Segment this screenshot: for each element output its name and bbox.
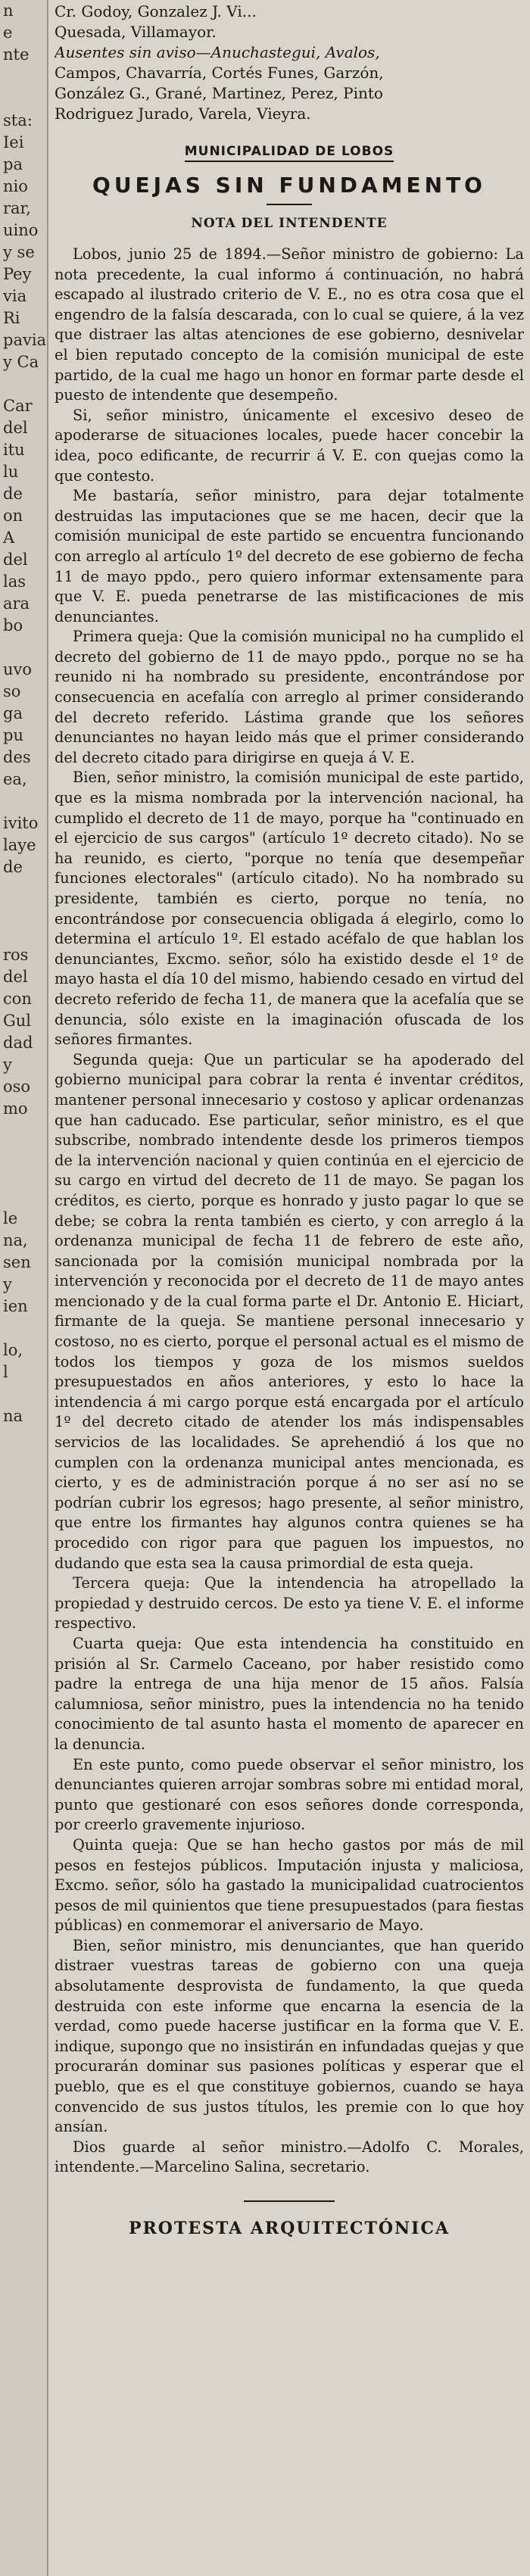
left-fragment-text: y se bbox=[3, 243, 35, 261]
left-fragment-text bbox=[0, 1581, 47, 1603]
left-fragment-text bbox=[0, 1493, 47, 1515]
left-fragment-text bbox=[0, 2306, 47, 2328]
left-fragment-text bbox=[0, 2350, 47, 2372]
left-fragment-text bbox=[0, 1647, 47, 1669]
left-fragment-text bbox=[0, 1998, 47, 2020]
article-paragraph: En este punto, como puede observar el señor ministro, los denunciantes quieren arrojar sombras sobre mi entidad moral, punto que gestionaré con esos señores donde corresponda, por creerlo gravemente injurioso. bbox=[55, 1755, 524, 1834]
attendance-line: Rodriguez Jurado, Varela, Vieyra. bbox=[55, 104, 311, 123]
left-fragment-text bbox=[0, 1801, 47, 1823]
left-fragment-text bbox=[0, 2020, 47, 2042]
left-fragment-text: des bbox=[3, 748, 31, 766]
attendance-line: Cr. Godoy, Gonzalez J. Vi... bbox=[55, 2, 257, 20]
title-divider bbox=[267, 204, 312, 205]
left-fragment-text bbox=[0, 1713, 47, 1735]
left-fragment-text bbox=[0, 1120, 47, 1142]
left-fragment-text bbox=[0, 2042, 47, 2064]
left-fragment-text bbox=[0, 1910, 47, 1932]
left-fragment-text: lo, bbox=[3, 1341, 23, 1359]
left-fragment-text: l bbox=[3, 1363, 8, 1381]
left-fragment-text: Ri bbox=[3, 309, 20, 327]
article-title: QUEJAS SIN FUNDAMENTO bbox=[92, 173, 486, 198]
left-fragment-text: del bbox=[3, 968, 28, 986]
left-fragment-text bbox=[0, 1515, 47, 1537]
left-fragment-text bbox=[0, 1471, 47, 1493]
left-fragment-text bbox=[0, 2218, 47, 2240]
article-paragraph: Bien, señor ministro, la comisión municipal de este partido, que es la misma nombrada por la intervención nacional, ha cumplido el decreto de 11 de mayo, porque ha "continuado en el ejercicio de sus cargos" (artículo 1º decreto citado). No se ha reunido, es cierto, "porque no tenía que desempeñar funciones electorales" (artículo citado). No ha nombrado su presidente, también es cierto, porque no tenía, no encontrándose por consecuencia obligada á elegirlo, como lo determina el artículo 1º. El estado acéfalo de que hablan los denunciantes, Excmo. señor, sólo ha existido desde el 1º de mayo hasta el día 10 del mismo, habiendo cesado en virtud del decreto referido de fecha 11, de manera que la acefalía que se denuncia, sólo existe en la imaginación ofuscada de los señores firmantes. bbox=[55, 769, 524, 1049]
left-fragment-text: Pey bbox=[3, 265, 32, 283]
left-fragment-text: y Ca bbox=[3, 353, 39, 371]
left-fragment-text bbox=[0, 1932, 47, 1954]
left-fragment-text bbox=[0, 88, 47, 110]
left-fragment-text: dad bbox=[3, 1034, 33, 1052]
left-fragment-text bbox=[0, 1186, 47, 1208]
left-fragment-text: on bbox=[3, 507, 23, 525]
left-fragment-text bbox=[0, 1823, 47, 1845]
left-fragment-text: so bbox=[3, 682, 21, 700]
article-body bbox=[55, 245, 524, 2178]
left-fragment-text bbox=[0, 637, 47, 659]
left-fragment-text bbox=[0, 2086, 47, 2108]
left-fragment-text bbox=[0, 1559, 47, 1581]
article-subtitle: NOTA DEL INTENDENTE bbox=[191, 216, 388, 231]
left-fragment-text: y bbox=[3, 1275, 12, 1293]
left-fragment-text bbox=[0, 900, 47, 922]
left-fragment-text bbox=[0, 2284, 47, 2306]
left-fragment-text bbox=[0, 2415, 47, 2437]
left-fragment-text: uino bbox=[3, 221, 39, 239]
left-fragment-text: ien bbox=[3, 1297, 28, 1315]
left-fragment-text: ea, bbox=[3, 770, 27, 788]
left-fragment-text: itu bbox=[3, 441, 25, 459]
left-fragment-text: Iei bbox=[3, 133, 24, 151]
left-fragment-text: bo bbox=[3, 616, 23, 635]
left-fragment-text bbox=[0, 1669, 47, 1691]
left-fragment-text bbox=[0, 2394, 47, 2415]
left-fragment-text bbox=[0, 2240, 47, 2262]
left-fragment-text bbox=[0, 1603, 47, 1625]
left-fragment-text bbox=[0, 66, 47, 88]
article-paragraph: Me bastaría, señor ministro, para dejar totalmente destruidas las imputaciones que se me hacen, decir que la comisión municipal de este partido se encuentra funcionando con arreglo al artículo 1º del decreto de ese gobierno de fecha 11 de mayo ppdo., pero quiero informar extensamente para que V. E. pueda penetrarse de las mistificaciones de mis denunciantes. bbox=[55, 487, 524, 625]
left-fragment-text: A bbox=[3, 529, 15, 547]
left-fragment-text bbox=[0, 1164, 47, 1186]
left-fragment-text bbox=[0, 1427, 47, 1449]
left-fragment-text bbox=[0, 2108, 47, 2130]
left-fragment-text bbox=[0, 2372, 47, 2394]
left-fragment-text: con bbox=[3, 990, 32, 1008]
left-fragment-text bbox=[0, 1757, 47, 1779]
left-fragment-text: n bbox=[3, 2, 14, 20]
left-fragment-text bbox=[0, 1888, 47, 1910]
attendance-line: Ausentes sin aviso—Anuchastegui, Avalos, bbox=[55, 43, 380, 61]
left-fragment-text bbox=[0, 878, 47, 900]
left-fragment-text: na bbox=[3, 1407, 23, 1425]
left-fragment-text: las bbox=[3, 572, 26, 591]
article-paragraph: Cuarta queja: Que esta intendencia ha constituido en prisión al Sr. Carmelo Caceano, por haber resistido como padre la entrega de una hija menor de 15 años. Falsía calumniosa, señor ministro, pues la intendencia no ha tenido conocimiento de tal asunto hasta el momento de aparecer en la denuncia. bbox=[55, 1634, 524, 1753]
section-heading: MUNICIPALIDAD DE LOBOS bbox=[55, 144, 524, 159]
left-fragment-text: nio bbox=[3, 177, 28, 195]
left-fragment-text: sta: bbox=[3, 111, 33, 129]
left-fragment-text: pa bbox=[3, 155, 23, 173]
attendance-line: Quesada, Villamayor. bbox=[55, 23, 217, 41]
left-fragment-text bbox=[0, 373, 47, 395]
left-fragment-text bbox=[0, 1976, 47, 1998]
left-fragment-text bbox=[0, 2328, 47, 2350]
left-fragment-text bbox=[0, 922, 47, 944]
left-fragment-text: ros bbox=[3, 946, 29, 964]
left-fragment-text bbox=[0, 1845, 47, 1867]
left-fragment-text: nte bbox=[3, 45, 30, 64]
left-fragment-text bbox=[0, 2130, 47, 2152]
left-fragment-text bbox=[0, 1954, 47, 1976]
left-fragment-text: Car bbox=[3, 397, 33, 415]
left-fragment-text: rar, bbox=[3, 199, 31, 217]
left-fragment-text: le bbox=[3, 1209, 18, 1227]
left-fragment-text bbox=[0, 2262, 47, 2284]
signature-paragraph: Dios guarde al señor ministro.—Adolfo C. Morales, intendente.—Marcelino Salina, secretario. bbox=[55, 2138, 524, 2176]
left-fragment-text: via bbox=[3, 287, 27, 305]
article-paragraph: Quinta queja: Que se han hecho gastos por más de mil pesos en festejos públicos. Imputación injusta y maliciosa, Excmo. señor, sólo ha gastado la municipalidad cuatrocientos pesos de mil quinientos que tiene presupuestados (para fiestas públicas) en conmemorar el aniversario de Mayo. bbox=[55, 1835, 524, 1935]
left-fragment-text: pu bbox=[3, 726, 23, 744]
left-fragment-text bbox=[0, 1383, 47, 1405]
left-fragment-text: e bbox=[3, 23, 13, 42]
left-fragment-text: ara bbox=[3, 594, 30, 613]
left-fragment-text bbox=[0, 2196, 47, 2218]
left-fragment-text: mo bbox=[3, 1099, 28, 1118]
left-fragment-text: de bbox=[3, 485, 23, 503]
left-fragment-text bbox=[0, 1318, 47, 1339]
left-fragment-text: lu bbox=[3, 463, 19, 481]
article-paragraph: Bien, señor ministro, mis denunciantes, que han querido distraer vuestras tareas de gobierno con una queja absolutamente desprovista de fundamento, la que queda destruida con este informe que encarna la esencia de la verdad, como puede hacerse justificar en la forma que V. E. indique, supongo que no insistirán en infundadas quejas y que procurarán dominar sus pasiones políticas y esperar que el pueblo, que es el que constituye gobiernos, cuando se haya convencido de sus justos títulos, les premie con lo que hoy ansían. bbox=[55, 1936, 524, 2136]
article-paragraph: Lobos, junio 25 de 1894.—Señor ministro de gobierno: La nota precedente, la cual informo á continuación, no habrá escapado al ilustrado criterio de V. E., no es otra cosa que el engendro de la falsía descarada, con lo cual se quiere, á la vez que distraer las altas atenciones de ese gobierno, desnivelar el bien reputado concepto de la comisión municipal de este partido, de la cual me hago un honor en formar parte desde el puesto de intendente que desempeño. bbox=[55, 245, 524, 404]
left-fragment-text: pavia bbox=[3, 331, 47, 349]
left-fragment-text: de bbox=[3, 858, 23, 876]
left-fragment-text: na, bbox=[3, 1231, 28, 1249]
article-paragraph: Si, señor ministro, únicamente el excesivo deseo de apoderarse de situaciones locales, puede hacer concebir la idea, poco edificante, de recurrir á V. E. con quejas como la que contesto. bbox=[55, 406, 524, 485]
article-paragraph: Segunda queja: Que un particular se ha apoderado del gobierno municipal para cobrar la renta é inventar créditos, mantener personal innecesario y costoso y aplicar ordenanzas que han caducado. Ese particular, señor ministro, es el que subscribe, nombrado intendente desde los primeros tiempos de la intervención nacional y quien continúa en el ejercicio de su cargo en virtud del decreto de 11 de mayo. Se pagan los créditos, es cierto, porque es honrado y justo pagar lo que se debe; se cobra la renta también es cierto, y con arreglo á la ordenanza municipal de fecha 11 de febrero de este año, sancionada por la comisión municipal nombrada por la intervención y reconocida por el decreto de 11 de mayo antes mencionado y de la cual forma parte el Dr. Antonio E. Hiciart, firmante de la queja. Se mantiene personal innecesario y costoso, no es cierto, porque el personal actual es el mismo de todos los tiempos y goza de los mismos sueldos presupuestados en años anteriores, y esto lo hace la intendencia á mi cargo porque está encargada por el artículo 1º del decreto citado de atender los más indispensables servicios de las localidades. Se aprehendió á los que no cumplen con la ordenanza municipal antes mencionada, es cierto, y es de administración porque á no ser así no se podrían cubrir los egresos; hago presente, al señor ministro, que entre los firmantes hay algunos contra quienes se ha procedido con rigor para que paguen los impuestos, no dudando que esta sea la causa primordial de esta queja. bbox=[55, 1050, 524, 1572]
left-fragment-text bbox=[0, 791, 47, 812]
left-fragment-text bbox=[0, 2174, 47, 2196]
left-fragment-text bbox=[0, 1625, 47, 1647]
article-paragraph: Primera queja: Que la comisión municipal no ha cumplido el decreto del gobierno de 11 de mayo ppdo., porque no se ha reunido ni ha nombrado su presidente, encontrándose por consecuencia en acefalía con arreglo al primer considerando del decreto referido. Lástima grande que los señores denunciantes no hayan leido más que el primer considerando del decreto citado para dirigirse en queja á V. E. bbox=[55, 628, 524, 766]
left-fragment-text: ga bbox=[3, 704, 23, 722]
left-fragment-text bbox=[0, 1735, 47, 1757]
left-fragment-text: ivito bbox=[3, 814, 39, 832]
session-attendance-list bbox=[55, 2, 524, 124]
left-fragment-text: laye bbox=[3, 836, 36, 854]
left-fragment-text: del bbox=[3, 419, 28, 437]
left-fragment-text bbox=[0, 1691, 47, 1713]
article-paragraph: Tercera queja: Que la intendencia ha atropellado la propiedad y destruido cercos. De esto ya tiene V. E. el informe respectivo. bbox=[55, 1574, 524, 1633]
left-fragment-text bbox=[0, 2152, 47, 2174]
attendance-line: González G., Grané, Martinez, Perez, Pinto bbox=[55, 84, 383, 102]
left-fragment-text bbox=[0, 1779, 47, 1801]
left-fragment-text bbox=[0, 1867, 47, 1888]
left-fragment-text: uvo bbox=[3, 660, 33, 678]
left-fragment-text: y bbox=[3, 1056, 12, 1074]
left-fragment-text bbox=[0, 1142, 47, 1164]
attendance-line: Campos, Chavarría, Cortés Funes, Garzón, bbox=[55, 64, 384, 82]
left-fragment-text: sen bbox=[3, 1253, 31, 1271]
left-fragment-text: Gul bbox=[3, 1012, 32, 1030]
left-fragment-text: oso bbox=[3, 1077, 31, 1096]
adjacent-column-fragment bbox=[0, 0, 48, 2576]
left-fragment-text bbox=[0, 1449, 47, 1471]
article-column bbox=[55, 0, 524, 2576]
article-end-divider bbox=[244, 2200, 335, 2202]
left-fragment-text bbox=[0, 2064, 47, 2086]
left-fragment-text: del bbox=[3, 550, 28, 569]
left-fragment-text bbox=[0, 1537, 47, 1559]
next-article-heading: PROTESTA ARQUITECTÓNICA bbox=[128, 2219, 450, 2238]
